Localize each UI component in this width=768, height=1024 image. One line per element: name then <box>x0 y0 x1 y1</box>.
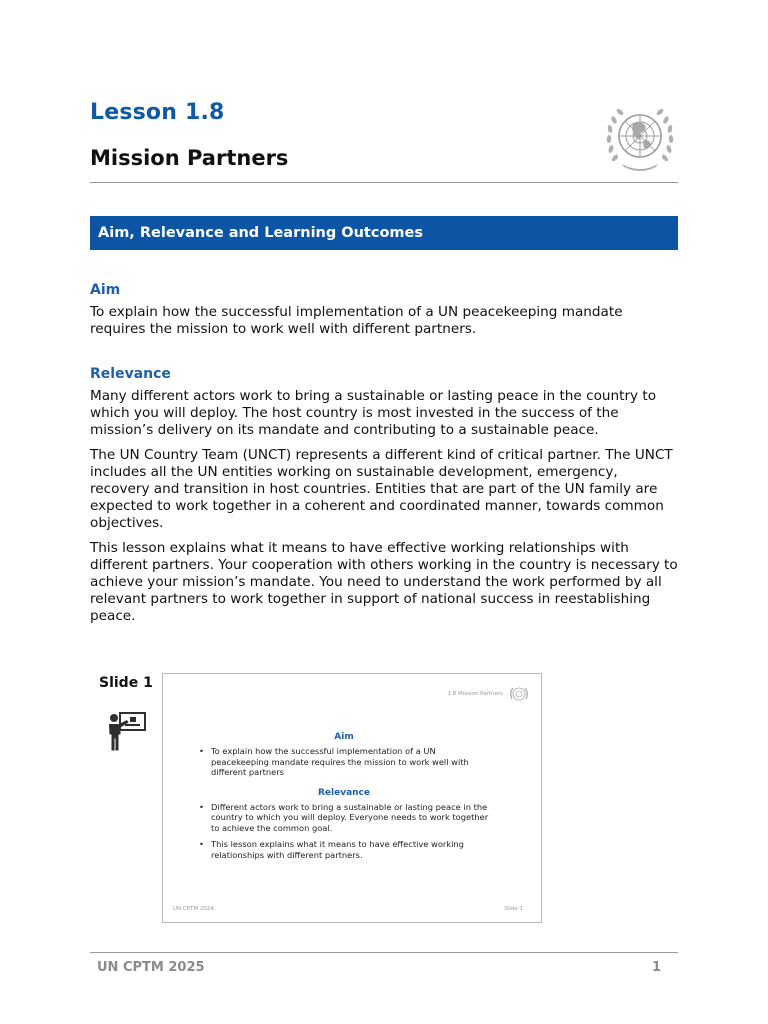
slide-header-text: 1.8 Mission Partners <box>447 691 503 697</box>
slide-thumbnail <box>162 673 542 923</box>
page-number: 1 <box>652 960 662 975</box>
slide-aim-heading: Aim <box>334 732 354 742</box>
slide-aim-bullet: • To explain how the successful implementation of a UN peacekeeping mandate requires the mission to work well with different partners <box>199 746 489 778</box>
relevance-paragraph-3: This lesson explains what it means to have effective working relationships with different partners. Your cooperation with others working in the country is necessary to achieve your mission’s mandate. You need to understand the work performed by all relevant partners to work together in support of national success in reestablishing peace. <box>90 540 678 624</box>
presenter-icon <box>106 710 148 752</box>
lesson-content <box>90 282 680 633</box>
relevance-paragraph-2: The UN Country Team (UNCT) represents a different kind of critical partner. The UNCT includes all the UN entities working on sustainable development, emergency, recovery and transition in host countries. Entities that are part of the UN family are expected to work together in a coherent and coordinated manner, towards common objectives. <box>90 447 673 531</box>
lesson-number: Lesson 1.8 <box>90 100 225 125</box>
slide-relevance-heading: Relevance <box>317 787 370 798</box>
relevance-heading: Relevance <box>90 366 171 382</box>
slide-relevance-list <box>199 802 489 861</box>
slide-relevance-bullet-1: • Different actors work to bring a sustainable or lasting peace in the country to which you will deploy. Everyone needs to work together to achieve the common goal. <box>199 802 489 834</box>
slide-body <box>199 732 489 870</box>
aim-heading: Aim <box>90 282 121 298</box>
un-emblem-icon <box>600 100 680 176</box>
slide-footer-right: Slide 1 <box>504 906 523 912</box>
slide-footer-left: UN CPTM 2024 <box>173 906 214 912</box>
lesson-title: Mission Partners <box>90 146 289 170</box>
footer-divider <box>90 952 678 953</box>
aim-text: To explain how the successful implementation of a UN peacekeeping mandate requires the mission to work well with different partners. <box>90 304 623 337</box>
slide-relevance-bullet-2: • This lesson explains what it means to have effective working relationships with different partners. <box>199 839 489 860</box>
footer-course-name: UN CPTM 2025 <box>97 960 205 975</box>
relevance-paragraph-1: Many different actors work to bring a sustainable or lasting peace in the country to which you will deploy. The host country is most invested in the success of the mission’s delivery on its mandate and contributing to a sustainable peace. <box>90 388 657 438</box>
section-banner: Aim, Relevance and Learning Outcomes <box>90 216 678 250</box>
slide-label: Slide 1 <box>99 675 153 691</box>
title-divider <box>90 182 678 183</box>
slide-aim-list <box>199 746 489 778</box>
slide-un-emblem-icon <box>509 684 529 704</box>
